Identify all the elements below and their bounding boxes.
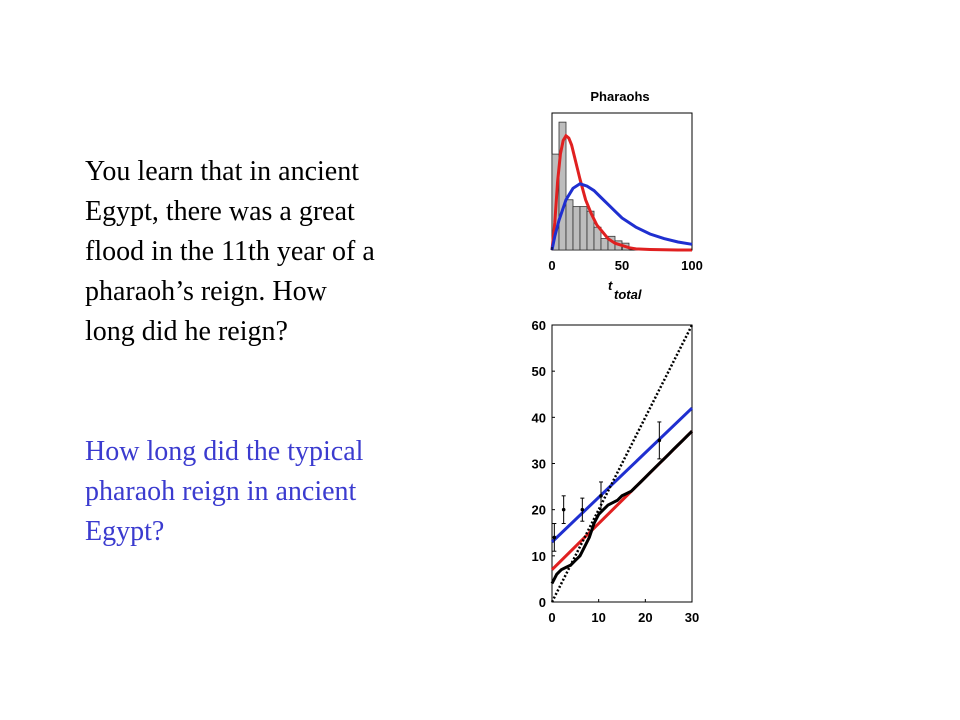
followup-line: Egypt? — [85, 516, 165, 547]
histogram-bar — [573, 207, 580, 250]
chart-title: Pharaohs — [590, 89, 650, 104]
histogram-chart — [548, 89, 702, 302]
followup-line: How long did the typical — [85, 436, 364, 467]
x-tick-label: 50 — [614, 258, 630, 273]
prediction-line-chart — [532, 318, 700, 625]
data-point — [658, 439, 662, 443]
x-tick-label: 100 — [681, 258, 703, 273]
x-axis-label: t — [608, 278, 613, 293]
x-axis-label-subscript: total — [614, 287, 642, 302]
data-point — [562, 508, 566, 512]
histogram-bar — [601, 239, 608, 250]
x-tick-label: 0 — [548, 610, 556, 625]
data-point — [553, 536, 557, 540]
y-tick-label: 20 — [531, 502, 546, 518]
followup-line: pharaoh reign in ancient — [85, 476, 357, 507]
data-point — [599, 494, 603, 498]
question-line: pharaoh’s reign. How — [85, 276, 327, 307]
data-point — [581, 508, 585, 512]
x-tick-label: 30 — [684, 610, 700, 625]
y-tick-label: 40 — [531, 410, 546, 426]
question-line: flood in the 11th year of a — [85, 236, 375, 267]
x-tick-label: 10 — [591, 610, 606, 625]
y-tick-label: 30 — [531, 456, 546, 472]
y-tick-label: 0 — [538, 595, 546, 610]
y-tick-label: 50 — [531, 364, 546, 380]
y-tick-label: 60 — [531, 318, 546, 333]
x-tick-label: 20 — [638, 610, 653, 625]
plot-frame — [552, 325, 692, 602]
question-line: Egypt, there was a great — [85, 196, 355, 227]
histogram-bar — [580, 207, 587, 250]
histogram-bar — [566, 200, 573, 250]
question-line: long did he reign? — [85, 316, 288, 347]
y-tick-label: 10 — [531, 548, 546, 564]
x-tick-label: 0 — [548, 258, 556, 273]
question-line: You learn that in ancient — [85, 156, 359, 187]
